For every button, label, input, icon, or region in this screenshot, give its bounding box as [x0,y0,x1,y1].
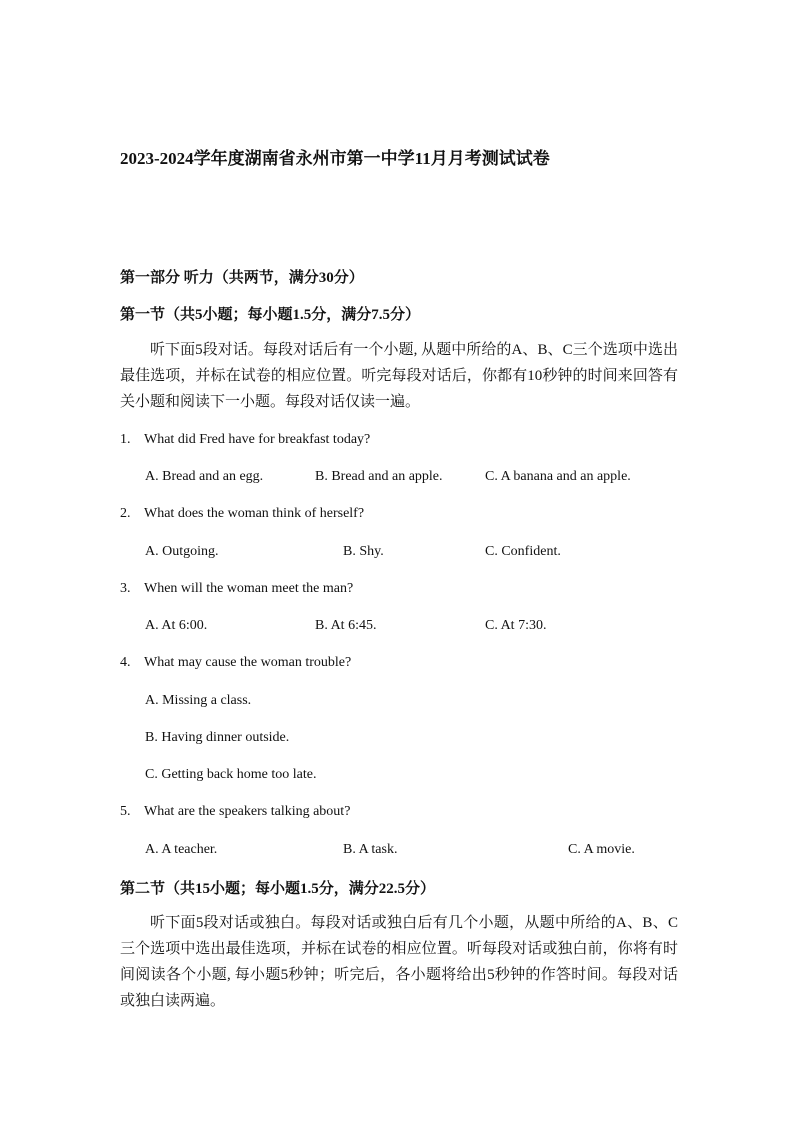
question-3-option-c: C. At 7:30. [485,618,547,633]
question-5-option-a: A. A teacher. [145,842,218,857]
question-5-option-c: C. A movie. [568,842,635,857]
question-4-option-c: C. Getting back home too late. [145,767,317,782]
question-number: 2. [120,506,131,521]
section2-instructions: 听下面5段对话或独白。每段对话或独白后有几个小题，从题中所给的A、B、C三个选项中选出最佳选项，并标在试卷的相应位置。听每段对话或独白前，你将有时间阅读各个小题, 每小题5秒钟；听完后，各小题将给出5秒钟的作答时间。每段对话或独白读两遍。 [120,915,678,1009]
question-number: 1. [120,432,131,447]
question-2-option-b: B. Shy. [343,544,384,559]
section1-heading: 第一节（共5小题；每小题1.5分，满分7.5分） [120,307,421,323]
question-5-option-b: B. A task. [343,842,398,857]
question-4-option-b: B. Having dinner outside. [145,730,290,745]
section2-heading: 第二节（共15小题；每小题1.5分，满分22.5分） [120,881,436,897]
question-number: 5. [120,804,131,819]
question-5 [120,804,350,820]
page-title: 2023-2024学年度湖南省永州市第一中学11月月考测试试卷 [120,149,550,168]
part1-heading: 第一部分 听力（共两节，满分30分） [120,270,364,286]
question-4-option-a: A. Missing a class. [145,693,252,708]
question-2-option-c: C. Confident. [485,544,561,559]
question-3 [120,581,353,597]
question-text: What does the woman think of herself? [144,506,365,521]
question-1 [120,432,370,448]
question-number: 3. [120,581,131,596]
question-text: What did Fred have for breakfast today? [144,432,371,447]
question-2 [120,506,364,522]
question-text: What may cause the woman trouble? [144,655,352,670]
question-1-option-a: A. Bread and an egg. [145,469,264,484]
question-3-option-a: A. At 6:00. [145,618,208,633]
question-3-option-b: B. At 6:45. [315,618,377,633]
question-4 [120,655,351,671]
question-2-option-a: A. Outgoing. [145,544,219,559]
question-text: What are the speakers talking about? [144,804,351,819]
question-text: When will the woman meet the man? [144,581,354,596]
question-number: 4. [120,655,131,670]
section1-instructions: 听下面5段对话。每段对话后有一个小题, 从题中所给的A、B、C三个选项中选出最佳选项，并标在试卷的相应位置。听完每段对话后，你都有10秒钟的时间来回答有关小题和阅读下一小题。每段对话仅读一遍。 [120,342,678,410]
question-1-option-b: B. Bread and an apple. [315,469,443,484]
question-1-option-c: C. A banana and an apple. [485,469,631,484]
